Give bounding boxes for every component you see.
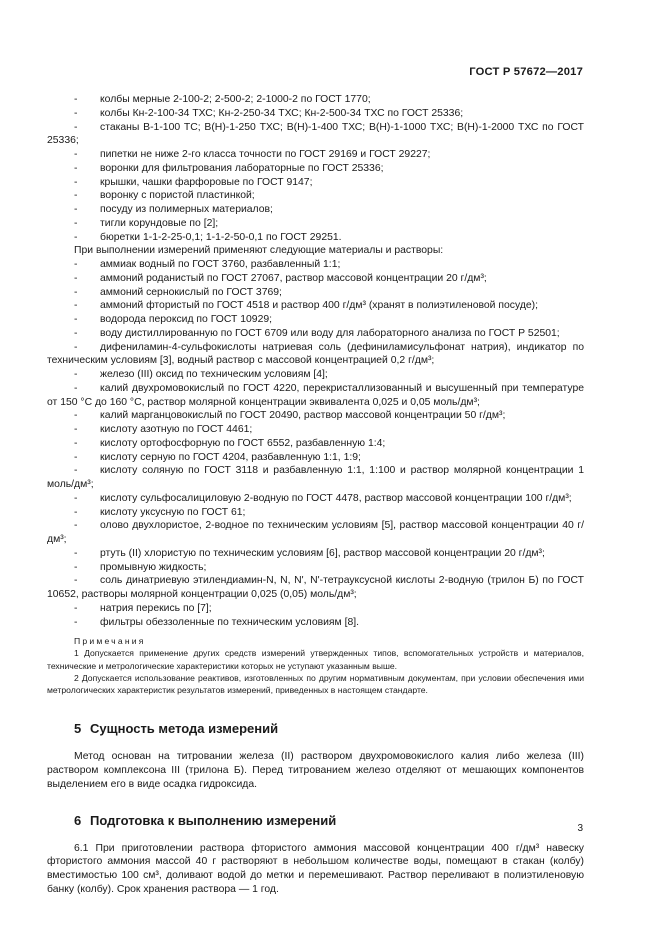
page-content <box>47 93 584 897</box>
list-item: - аммоний фтористый по ГОСТ 4518 и раствор 400 г/дм³ (хранят в полиэтиленовой посуде); <box>74 300 539 312</box>
list-item: - колбы Кн-2-100-34 ТХС; Кн-2-250-34 ТХС; Кн-2-500-34 ТХС по ГОСТ 25336; <box>74 107 464 119</box>
list-item: - кислоту соляную по ГОСТ 3118 и разбавленную 1:1, 1:100 и раствор молярной концентрации 1 моль/дм³; <box>47 465 584 490</box>
section-6-heading: 6 Подготовка к выполнению измерений <box>74 812 337 828</box>
dash: - <box>74 94 78 105</box>
dash: - <box>74 547 78 559</box>
list-item: - тигли корундовые по [2]; <box>74 217 219 229</box>
list-item: - водорода пероксид по ГОСТ 10929; <box>74 314 273 325</box>
dash: - <box>74 121 78 133</box>
dash: - <box>74 575 78 587</box>
list-item: - аммоний сернокислый по ГОСТ 3769; <box>74 286 282 298</box>
dash: - <box>74 437 78 449</box>
dash: - <box>74 382 78 394</box>
dash: - <box>74 217 78 229</box>
list-item: - ртуть (II) хлористую по техническим условиям [6], раствор массовой концентрации 20 г/дм³; <box>74 547 545 559</box>
list-item: - натрия перекись по [7]; <box>74 602 212 614</box>
list-item: - кислоту ортофосфорную по ГОСТ 6552, разбавленную 1:4; <box>74 437 386 449</box>
list-item: - соль динатриевую этилендиамин-N, N, N', N'-тетрауксусной кислоты 2-водную (трилон Б) по ГОСТ 10652, растворы молярной концентрации 0,025 (0,05) моль/дм³; <box>47 575 584 600</box>
list-item: - стаканы В-1-100 ТС; В(Н)-1-250 ТХС; В(Н)-1-400 ТХС; В(Н)-1-1000 ТХС; В(Н)-1-2000 ТХС по ГОСТ 25336; <box>47 121 584 147</box>
list-item: - железо (III) оксид по техническим условиям [4]; <box>74 369 328 380</box>
list-item: - кислоту сульфосалициловую 2-водную по ГОСТ 4478, раствор массовой концентрации 100 г/дм³; <box>74 492 572 504</box>
list-item: - олово двухлористое, 2-водное по техническим условиям [5], раствор массовой концентрации 40 г/дм³; <box>47 520 584 545</box>
dash: - <box>74 231 78 243</box>
dash: - <box>74 492 78 504</box>
dash: - <box>74 162 78 174</box>
dash: - <box>74 616 78 628</box>
list-item: - воду дистиллированную по ГОСТ 6709 или воду для лабораторного анализа по ГОСТ Р 52501; <box>74 327 560 339</box>
list-item: - воронки для фильтрования лабораторные по ГОСТ 25336; <box>74 162 384 174</box>
list-item: - калий двухромовокислый по ГОСТ 4220, перекристаллизованный и высушенный при температуре от 150 °С до 160 °С, раствор молярной концентрации эквивалента 0,025 и 0,05 моль/дм³; <box>47 382 584 408</box>
dash: - <box>74 149 78 160</box>
dash: - <box>74 410 78 422</box>
list-item: - колбы мерные 2-100-2; 2-500-2; 2-1000-2 по ГОСТ 1770; <box>74 94 371 105</box>
dash: - <box>74 286 78 298</box>
dash: - <box>74 314 78 325</box>
section-5-heading: 5 Сущность метода измерений <box>74 721 279 737</box>
list-item: - аммоний роданистый по ГОСТ 27067, раствор массовой концентрации 20 г/дм³; <box>74 272 487 284</box>
dash: - <box>74 204 78 215</box>
note-1: 1 Допускается применение других средств измерений утвержденных типов, вспомогательных устройств и материалов, технические и метрологические характеристики которых не уступают указанным выше. <box>47 648 584 671</box>
dash: - <box>74 327 78 339</box>
list-item: - кислоту серную по ГОСТ 4204, разбавленную 1:1, 1:9; <box>74 451 361 463</box>
dash: - <box>74 369 78 380</box>
list-item: - пипетки не ниже 2-го класса точности по ГОСТ 29169 и ГОСТ 29227; <box>74 149 431 160</box>
notes-title: Примечания <box>74 636 146 647</box>
note-2: 2 Допускается использование реактивов, изготовленных по другим нормативным документам, при условии обеспечения ими метрологических характеристик результатов измерений, приведенных в настоящем стандарте. <box>47 672 584 696</box>
section-6-text: 6.1 При приготовлении раствора фтористого аммония массовой концентрации 400 г/дм³ навеску фтористого аммония массой 40 г растворяют в небольшом количестве воды, помещают в стакан (колбу) вместимостью 100 см³, доливают водой до метки и перемешивают. Раствор переливают в полиэтиленовую банку (колбу). Срок хранения раствора — 1 год. <box>47 842 584 895</box>
list-item: - промывную жидкость; <box>74 561 207 573</box>
page-number: 3 <box>577 823 583 834</box>
list-item: - воронку с пористой пластинкой; <box>74 190 255 202</box>
section-5-text: Метод основан на титровании железа (II) раствором двухромовокислого калия либо железа (III) раствором комплексона III (трилона Б). Перед титрованием железо отделяют от мешающих компонентов выделением его в виде осадка гидроксида. <box>47 751 584 790</box>
dash: - <box>74 259 78 270</box>
list-item: - бюретки 1-1-2-25-0,1; 1-1-2-50-0,1 по ГОСТ 29251. <box>74 231 342 243</box>
dash: - <box>74 424 78 435</box>
document-header: ГОСТ Р 57672—2017 <box>469 66 583 78</box>
list-item: - кислоту уксусную по ГОСТ 61; <box>74 506 246 518</box>
list-item: - крышки, чашки фарфоровые по ГОСТ 9147; <box>74 176 313 188</box>
dash: - <box>74 506 78 518</box>
dash: - <box>74 465 78 477</box>
list-item: - кислоту азотную по ГОСТ 4461; <box>74 424 253 435</box>
list-item: - посуду из полимерных материалов; <box>74 204 273 215</box>
notes-block <box>47 635 584 696</box>
list-item: - калий марганцовокислый по ГОСТ 20490, раствор массовой концентрации 50 г/дм³; <box>74 410 506 422</box>
dash: - <box>74 176 78 188</box>
dash: - <box>74 190 78 202</box>
dash: - <box>74 561 78 573</box>
dash: - <box>74 107 78 119</box>
dash: - <box>74 341 78 353</box>
dash: - <box>74 272 78 284</box>
dash: - <box>74 300 78 312</box>
list-item: - фильтры обеззоленные по техническим условиям [8]. <box>74 616 360 628</box>
list-item: - аммиак водный по ГОСТ 3760, разбавленный 1:1; <box>74 259 341 270</box>
dash: - <box>74 602 78 614</box>
list-item: - дифениламин-4-сульфокислоты натриевая соль (дефиниламисульфонат натрия), индикатор по техническим условиям [3], водный раствор с массовой концентрацией 0,2 г/дм³; <box>47 341 584 367</box>
dash: - <box>74 451 78 463</box>
dash: - <box>74 520 78 532</box>
materials-intro: При выполнении измерений применяют следующие материалы и растворы: <box>74 245 444 257</box>
